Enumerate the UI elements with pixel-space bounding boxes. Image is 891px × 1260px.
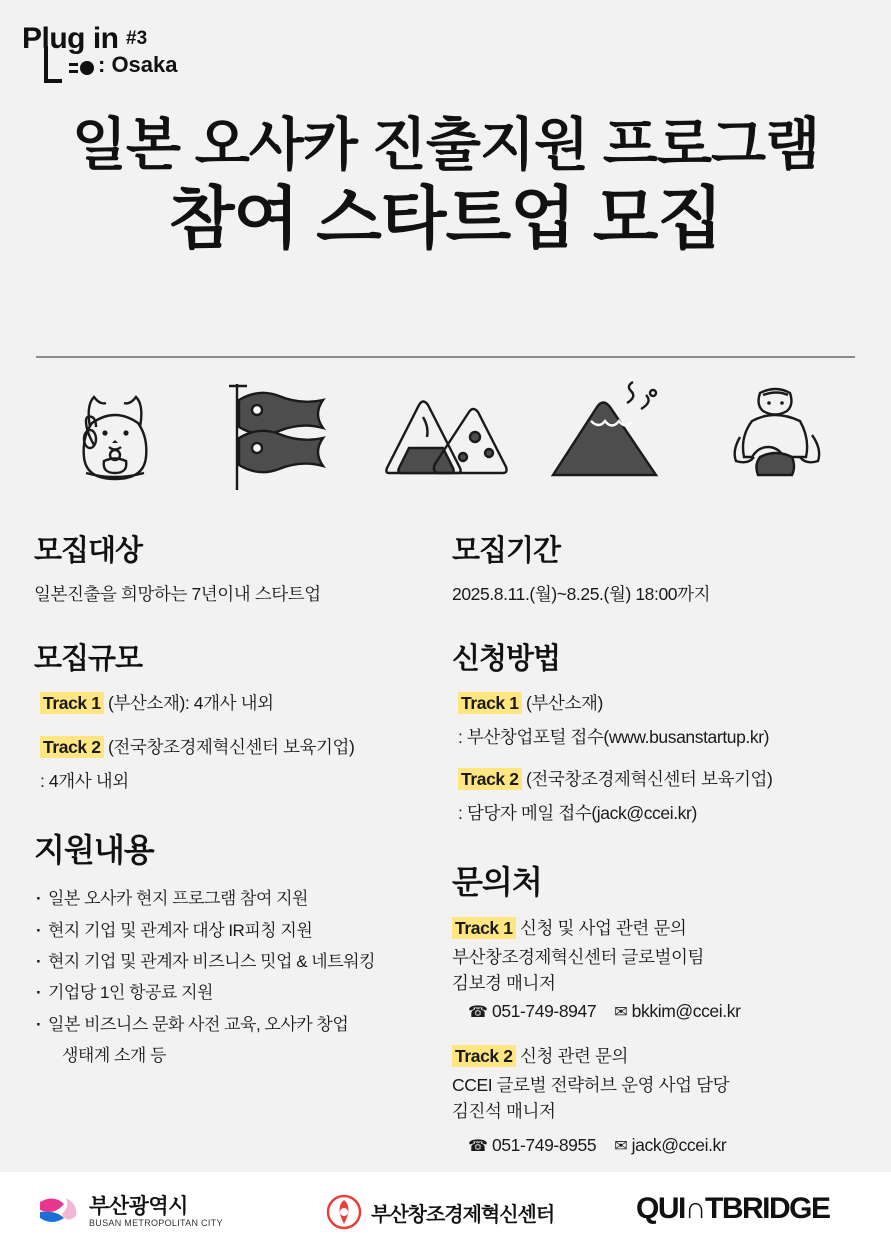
apply-track2-sub: : 담당자 메일 접수(jack@ccei.kr) [458, 803, 697, 824]
telephone-icon: ☎ [468, 1003, 488, 1021]
track2-badge: Track 2 [458, 768, 522, 790]
plug-icon [80, 61, 94, 75]
list-item: · 기업당 1인 항공료 지원 [34, 977, 434, 1008]
illustration-strip [40, 372, 851, 502]
busan-city-logo [36, 1192, 223, 1232]
contact-head-text: 신청 관련 문의 [520, 1046, 628, 1067]
list-item [34, 1009, 434, 1072]
list-item-continuation: 생태계 소개 등 [62, 1046, 166, 1066]
section-target-title: 모집대상 [34, 535, 143, 567]
contact-person: 김진석 매니저 [452, 1101, 556, 1122]
track1-badge: Track 1 [452, 917, 516, 939]
headline-line-1: 일본 오사카 진출지원 프로그램 [71, 113, 820, 177]
busan-logo-subtext: BUSAN METROPOLITAN CITY [89, 1218, 223, 1229]
contact-entry [452, 915, 872, 1025]
apply-track1-line [452, 689, 872, 717]
koinobori-carp-streamer-icon [205, 372, 355, 502]
scale-track2-sub: : 4개사 내외 [40, 771, 129, 792]
busan-logo-text: 부산광역시 [89, 1194, 188, 1218]
section-apply [452, 636, 872, 827]
scale-track2-text: (전국창조경제혁신센터 보육기업) [108, 737, 355, 758]
scale-track1-line [34, 689, 434, 717]
section-target [34, 528, 434, 608]
contact-email-group [614, 1131, 726, 1160]
list-item-text: 일본 비즈니스 문화 사전 교육, 오사카 창업 [48, 1014, 349, 1034]
plug-in-osaka-logo [22, 22, 352, 92]
section-scale-title: 모집규모 [34, 643, 143, 676]
onigiri-rice-ball-icon [371, 372, 521, 502]
ccei-logo-text: 부산창조경제혁신센터 [371, 1203, 555, 1226]
ccei-emblem-icon [326, 1194, 362, 1230]
contact-phone[interactable]: 051-749-8955 [492, 1134, 597, 1155]
section-contact-title: 문의처 [452, 864, 542, 901]
contact-email[interactable]: bkkim@ccei.kr [631, 1000, 741, 1021]
footer-logo-bar [0, 1172, 891, 1260]
apply-track2-line [452, 765, 872, 793]
section-apply-title: 신청방법 [452, 643, 561, 676]
sumo-wrestler-icon [701, 372, 851, 502]
left-content-column [34, 528, 434, 1098]
track1-badge: Track 1 [458, 692, 522, 714]
headline-line-2: 참여 스타트업 모집 [168, 181, 723, 258]
list-item: · 일본 오사카 현지 프로그램 참여 지원 [34, 883, 434, 914]
mount-fuji-icon [536, 372, 686, 502]
telephone-icon: ☎ [468, 1137, 488, 1155]
envelope-icon: ✉ [614, 1137, 628, 1155]
section-scale [34, 636, 434, 795]
quintbridge-logo-text: QUI∩TBRIDGE [636, 1192, 830, 1225]
section-period [452, 528, 872, 608]
scale-track1-text: (부산소재): 4개사 내외 [108, 693, 274, 714]
ccei-logo [326, 1194, 554, 1230]
list-item: · 현지 기업 및 관계자 대상 IR피칭 지원 [34, 915, 434, 946]
section-target-text: 일본진출을 희망하는 7년이내 스타트업 [34, 584, 321, 604]
logo-plug-in-text: Plug in [22, 22, 119, 55]
contact-track-head [452, 1043, 872, 1068]
maneki-neko-icon [40, 372, 190, 502]
logo-city-text: : Osaka [98, 52, 178, 77]
track1-badge: Track 1 [40, 692, 104, 714]
contact-person: 김보경 매니저 [452, 973, 556, 994]
contact-email-group [614, 997, 740, 1026]
right-content-column [452, 528, 872, 1185]
envelope-icon: ✉ [614, 1003, 628, 1021]
contact-track-head [452, 915, 872, 940]
track2-badge: Track 2 [40, 736, 104, 758]
contact-org: 부산창조경제혁신센터 글로벌이팀 [452, 947, 705, 968]
contact-entry [452, 1043, 872, 1159]
apply-track2-text: (전국창조경제혁신센터 보육기업) [526, 769, 773, 790]
section-period-title: 모집기간 [452, 535, 561, 567]
apply-track1-text: (부산소재) [526, 693, 603, 714]
logo-edition-number: #3 [126, 28, 148, 49]
contact-org: CCEI 글로벌 전략허브 운영 사업 담당 [452, 1075, 730, 1096]
contact-phone-group [468, 1131, 596, 1160]
page-title [0, 112, 891, 259]
scale-track2-line [34, 733, 434, 761]
section-support-title: 지원내용 [34, 832, 154, 869]
section-contact [452, 857, 872, 1159]
section-support [34, 825, 434, 1072]
contact-phone-group [468, 997, 596, 1026]
list-item: · 현지 기업 및 관계자 비즈니스 밋업 & 네트워킹 [34, 946, 434, 977]
logo-corner-shape [44, 46, 62, 83]
section-period-text: 2025.8.11.(월)~8.25.(월) 18:00까지 [452, 584, 711, 604]
contact-details-row [452, 1131, 872, 1160]
contact-head-text: 신청 및 사업 관련 문의 [520, 918, 687, 939]
contact-phone[interactable]: 051-749-8947 [492, 1000, 597, 1021]
contact-email[interactable]: jack@ccei.kr [631, 1134, 727, 1155]
track2-badge: Track 2 [452, 1045, 516, 1067]
busan-emblem-icon [36, 1192, 80, 1232]
apply-track1-sub: : 부산창업포털 접수(www.busanstartup.kr) [458, 727, 770, 748]
support-item-list [34, 883, 434, 1072]
contact-details-row [452, 997, 872, 1026]
header-divider [36, 356, 855, 358]
quintbridge-logo [636, 1192, 830, 1226]
